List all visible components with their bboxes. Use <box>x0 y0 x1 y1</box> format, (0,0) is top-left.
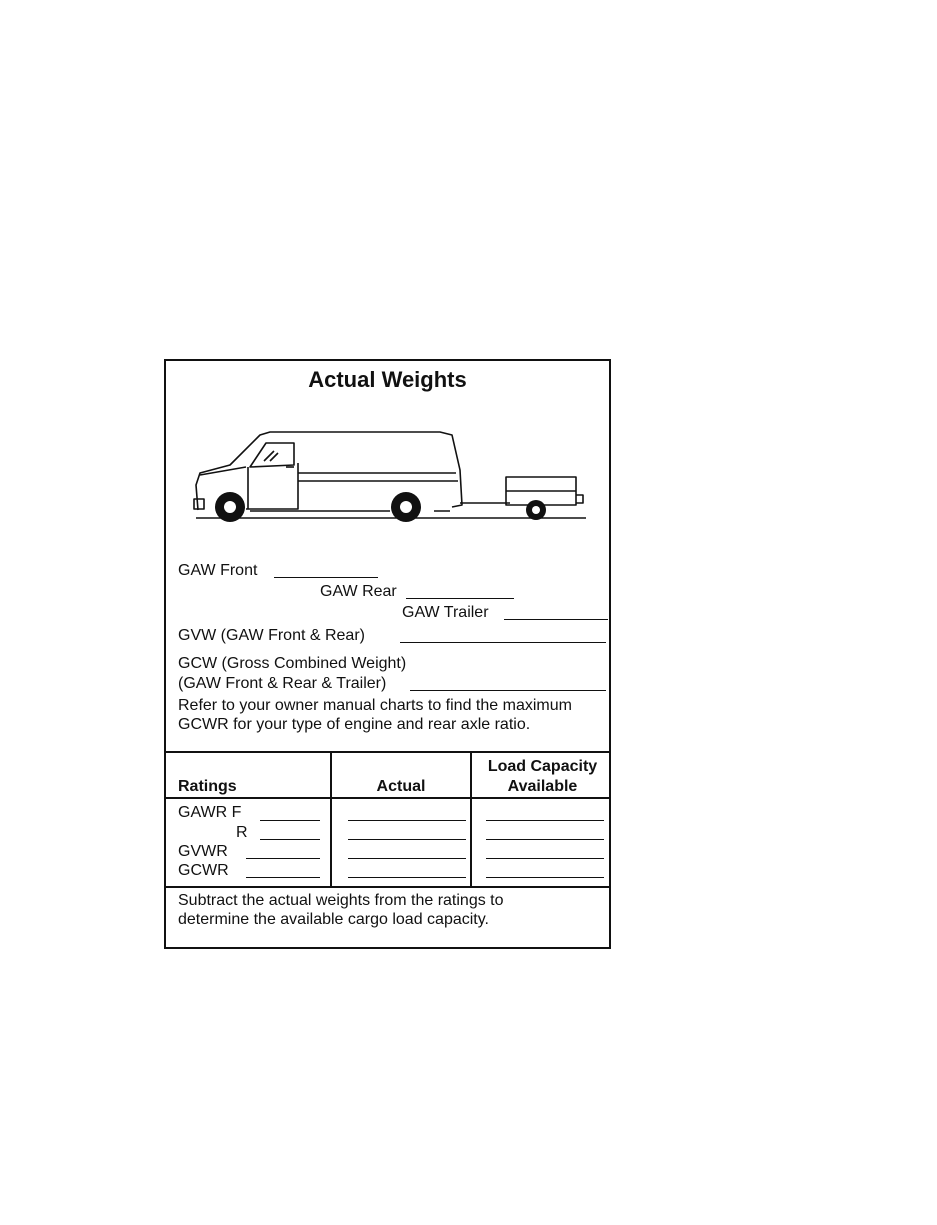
gaw-rear-blank[interactable] <box>406 598 514 599</box>
footer-line1: Subtract the actual weights from the ratings to <box>178 892 504 909</box>
gcw-label-line1: GCW (Gross Combined Weight) <box>178 655 407 672</box>
gaw-front-label: GAW Front <box>178 562 258 579</box>
actual-weights-card <box>164 359 611 949</box>
van-with-trailer-illustration <box>190 425 590 525</box>
header-ratings: Ratings <box>178 778 237 795</box>
capacity-blank-2[interactable] <box>486 839 604 840</box>
actual-blank-4[interactable] <box>348 877 466 878</box>
table-header-rule <box>166 797 609 799</box>
gaw-front-blank[interactable] <box>274 577 378 578</box>
rating-gvwr: GVWR <box>178 843 228 860</box>
rating-gawr-r-blank[interactable] <box>260 839 320 840</box>
note-line2: GCWR for your type of engine and rear axle ratio. <box>178 716 531 733</box>
gaw-trailer-blank[interactable] <box>504 619 608 620</box>
actual-blank-3[interactable] <box>348 858 466 859</box>
rating-gawr-f-blank[interactable] <box>260 820 320 821</box>
gcw-blank[interactable] <box>410 690 606 691</box>
rating-gvwr-blank[interactable] <box>246 858 320 859</box>
gvw-blank[interactable] <box>400 642 606 643</box>
gaw-rear-label: GAW Rear <box>320 583 397 600</box>
footer-line2: determine the available cargo load capacity. <box>178 911 489 928</box>
rating-gawr-r: R <box>236 824 248 841</box>
actual-blank-1[interactable] <box>348 820 466 821</box>
rating-gcwr-blank[interactable] <box>246 877 320 878</box>
header-capacity-line1: Load Capacity <box>487 758 598 775</box>
rating-gawr-f: GAWR F <box>178 804 242 821</box>
capacity-blank-3[interactable] <box>486 858 604 859</box>
gvw-label: GVW (GAW Front & Rear) <box>178 627 365 644</box>
rating-gcwr: GCWR <box>178 862 229 879</box>
note-line1: Refer to your owner manual charts to find the maximum <box>178 697 572 714</box>
gaw-trailer-label: GAW Trailer <box>402 604 489 621</box>
table-col-divider-1 <box>330 751 332 887</box>
card-title: Actual Weights <box>308 367 467 392</box>
capacity-blank-1[interactable] <box>486 820 604 821</box>
table-bottom-rule <box>166 886 609 888</box>
actual-blank-2[interactable] <box>348 839 466 840</box>
header-capacity-line2: Available <box>507 778 578 795</box>
header-actual: Actual <box>376 778 426 795</box>
table-top-rule <box>166 751 609 753</box>
gcw-label-line2: (GAW Front & Rear & Trailer) <box>178 675 387 692</box>
capacity-blank-4[interactable] <box>486 877 604 878</box>
